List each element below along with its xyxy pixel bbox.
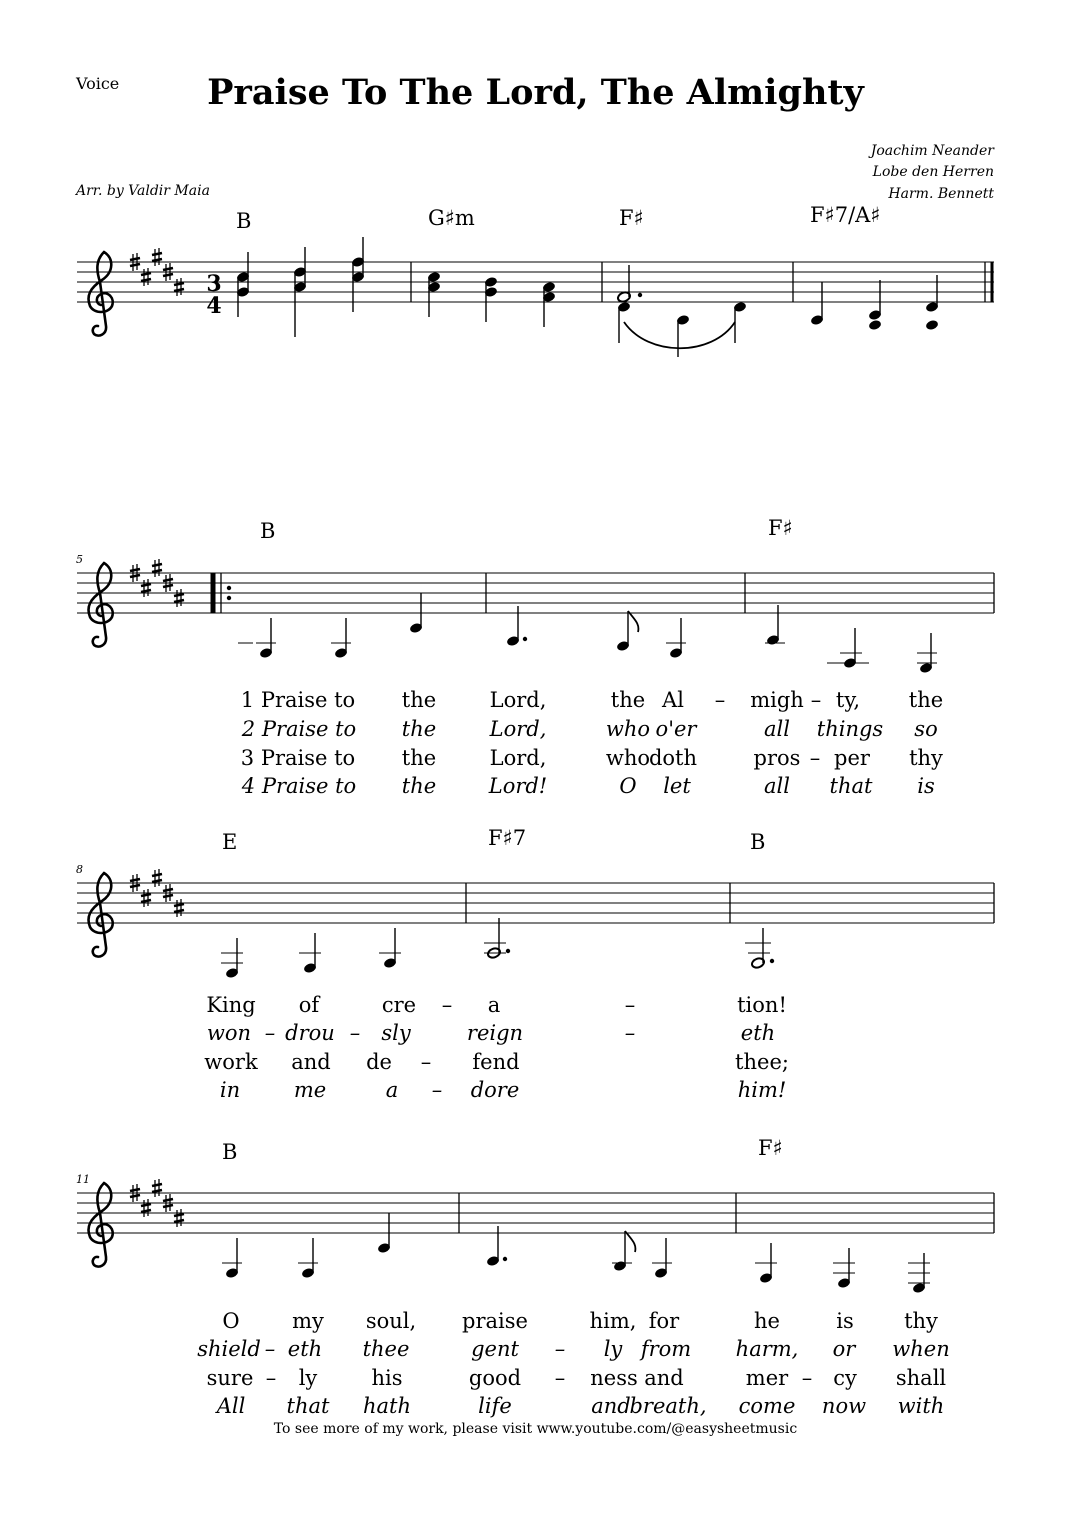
lyric-hyphen: – — [265, 1366, 277, 1390]
chord-symbol: F♯ — [619, 206, 644, 230]
lyric-syllable: Lord, — [489, 746, 547, 770]
svg-text:4: 4 — [206, 293, 222, 319]
lyric-hyphen: – — [431, 1078, 443, 1102]
lyric-syllable: who — [605, 717, 651, 741]
lyric-syllable: ly — [298, 1366, 318, 1390]
lyric-syllable: with — [897, 1394, 945, 1418]
lyric-syllable: shall — [895, 1366, 947, 1390]
lyric-syllable: who — [605, 746, 651, 770]
lyric-syllable: de — [366, 1050, 392, 1074]
lyric-syllable: he — [754, 1309, 780, 1333]
lyric-syllable: good — [468, 1366, 522, 1390]
lyric-syllable: that — [829, 774, 873, 798]
lyric-syllable: thy — [909, 746, 943, 770]
tune-name-credit: Lobe den Herren — [872, 164, 994, 180]
lyric-syllable: me — [293, 1078, 327, 1102]
lyric-syllable: drou — [285, 1021, 335, 1045]
chord-symbol: F♯ — [758, 1136, 783, 1160]
staff-system-1 — [77, 237, 994, 357]
measure-number: 5 — [76, 553, 83, 566]
lyric-syllable: King — [206, 993, 256, 1017]
lyric-syllable: harm, — [735, 1337, 799, 1361]
lyric-syllable: O — [222, 1309, 240, 1333]
lyric-hyphen: – — [624, 1021, 636, 1045]
chord-symbol: F♯7/A♯ — [810, 203, 881, 227]
lyric-syllable: eth — [740, 1021, 776, 1045]
lyric-syllable: mer — [745, 1366, 789, 1390]
lyric-syllable: is — [917, 774, 935, 798]
lyric-syllable: so — [914, 717, 938, 741]
chord-symbol: B — [750, 830, 766, 854]
lyric-syllable: won — [206, 1021, 252, 1045]
lyric-syllable: life — [478, 1394, 512, 1418]
lyric-syllable: in — [219, 1078, 241, 1102]
lyric-syllable: from — [640, 1337, 692, 1361]
lyric-syllable: breath, — [629, 1394, 707, 1418]
lyric-hyphen: – — [554, 1366, 566, 1390]
lyric-syllable: the — [401, 746, 437, 770]
lyric-syllable: All — [216, 1394, 246, 1418]
lyric-hyphen: – — [809, 746, 821, 770]
staff-system-4 — [77, 1179, 994, 1294]
lyric-syllable: ty, — [835, 688, 861, 712]
lyric-syllable: or — [832, 1337, 856, 1361]
lyric-syllable: tion! — [737, 993, 787, 1017]
lyric-syllable: gent — [471, 1337, 519, 1361]
harmony-credit: Harm. Bennett — [888, 186, 994, 202]
lyric-syllable: thee — [362, 1337, 410, 1361]
lyric-syllable: my — [292, 1309, 324, 1333]
lyric-syllable: him, — [589, 1309, 637, 1333]
lyric-syllable: Al — [662, 688, 684, 712]
footer-note: To see more of my work, please visit www.youtube.com/@easysheetmusic — [273, 1421, 798, 1437]
lyric-syllable: ness — [590, 1366, 638, 1390]
lyric-syllable: things — [816, 717, 884, 741]
lyric-syllable: all — [764, 774, 790, 798]
lyric-syllable: and — [644, 1366, 684, 1390]
composer-credit: Joachim Neander — [870, 143, 994, 159]
lyric-syllable: thee; — [735, 1050, 789, 1074]
lyric-hyphen: – — [624, 993, 636, 1017]
lyric-syllable: sly — [381, 1021, 411, 1045]
chord-symbol: F♯7 — [488, 826, 527, 850]
lyric-syllable: when — [892, 1337, 950, 1361]
lyric-syllable: doth — [648, 746, 698, 770]
lyric-syllable: him! — [737, 1078, 787, 1102]
lyric-syllable: sure — [206, 1366, 254, 1390]
lyric-hyphen: – — [554, 1337, 566, 1361]
lyric-syllable: Lord, — [489, 717, 547, 741]
lyric-syllable: 3 Praise to — [240, 746, 356, 770]
lyric-syllable: of — [298, 993, 320, 1017]
chord-symbol: F♯ — [768, 516, 793, 540]
song-title: Praise To The Lord, The Almighty — [207, 72, 864, 113]
lyric-syllable: a — [487, 993, 501, 1017]
arranger-credit: Arr. by Valdir Maia — [76, 183, 210, 199]
lyric-syllable: a — [385, 1078, 399, 1102]
staff-system-2 — [77, 559, 994, 674]
lyric-syllable: migh — [750, 688, 804, 712]
lyric-syllable: Lord! — [488, 774, 548, 798]
lyric-syllable: his — [371, 1366, 403, 1390]
lyric-hyphen: – — [441, 993, 453, 1017]
lyric-syllable: and — [291, 1050, 331, 1074]
lyric-syllable: eth — [287, 1337, 323, 1361]
svg-text:3: 3 — [206, 271, 222, 297]
lyric-hyphen: – — [714, 688, 726, 712]
chord-symbol: B — [236, 209, 252, 233]
measure-number: 8 — [76, 863, 83, 876]
lyric-syllable: the — [401, 774, 437, 798]
lyric-syllable: is — [836, 1309, 854, 1333]
lyric-syllable: soul, — [365, 1309, 417, 1333]
chord-symbol: G♯m — [428, 206, 475, 230]
lyric-syllable: for — [648, 1309, 680, 1333]
lyric-syllable: 1 Praise to — [240, 688, 356, 712]
lyric-syllable: the — [908, 688, 944, 712]
lyric-syllable: shield — [197, 1337, 261, 1361]
lyric-syllable: cre — [381, 993, 417, 1017]
lyric-syllable: all — [764, 717, 790, 741]
lyric-syllable: dore — [470, 1078, 520, 1102]
lyric-syllable: work — [204, 1050, 258, 1074]
lyric-syllable: ly — [603, 1337, 623, 1361]
lyric-hyphen: – — [420, 1050, 432, 1074]
lyric-syllable: the — [401, 688, 437, 712]
lyric-syllable: praise — [462, 1309, 528, 1333]
measure-number: 11 — [76, 1173, 90, 1186]
lyric-syllable: that — [286, 1394, 330, 1418]
lyric-syllable: O — [619, 774, 637, 798]
lyric-syllable: Lord, — [489, 688, 547, 712]
lyric-syllable: let — [663, 774, 691, 798]
lyric-syllable: the — [610, 688, 646, 712]
staff-system-3 — [77, 869, 994, 979]
lyric-syllable: and — [591, 1394, 631, 1418]
chord-symbol: B — [222, 1140, 238, 1164]
lyric-syllable: fend — [472, 1050, 520, 1074]
lyric-syllable: reign — [466, 1021, 524, 1045]
lyric-hyphen: – — [264, 1337, 276, 1361]
lyric-syllable: o'er — [655, 717, 697, 741]
lyric-syllable: per — [834, 746, 870, 770]
lyric-syllable: the — [401, 717, 437, 741]
lyric-hyphen: – — [801, 1366, 813, 1390]
lyric-syllable: cy — [833, 1366, 857, 1390]
lyric-hyphen: – — [810, 688, 822, 712]
lyric-syllable: thy — [904, 1309, 938, 1333]
lyric-hyphen: – — [264, 1021, 276, 1045]
chord-symbol: B — [260, 519, 276, 543]
part-label: Voice — [76, 74, 120, 93]
lyric-syllable: pros — [753, 746, 801, 770]
lyric-syllable: 2 Praise to — [241, 717, 357, 741]
lyric-hyphen: – — [349, 1021, 361, 1045]
lyric-syllable: now — [821, 1394, 867, 1418]
lyric-syllable: come — [738, 1394, 796, 1418]
lyric-syllable: hath — [362, 1394, 412, 1418]
lyric-syllable: 4 Praise to — [241, 774, 357, 798]
chord-symbol: E — [222, 830, 238, 854]
